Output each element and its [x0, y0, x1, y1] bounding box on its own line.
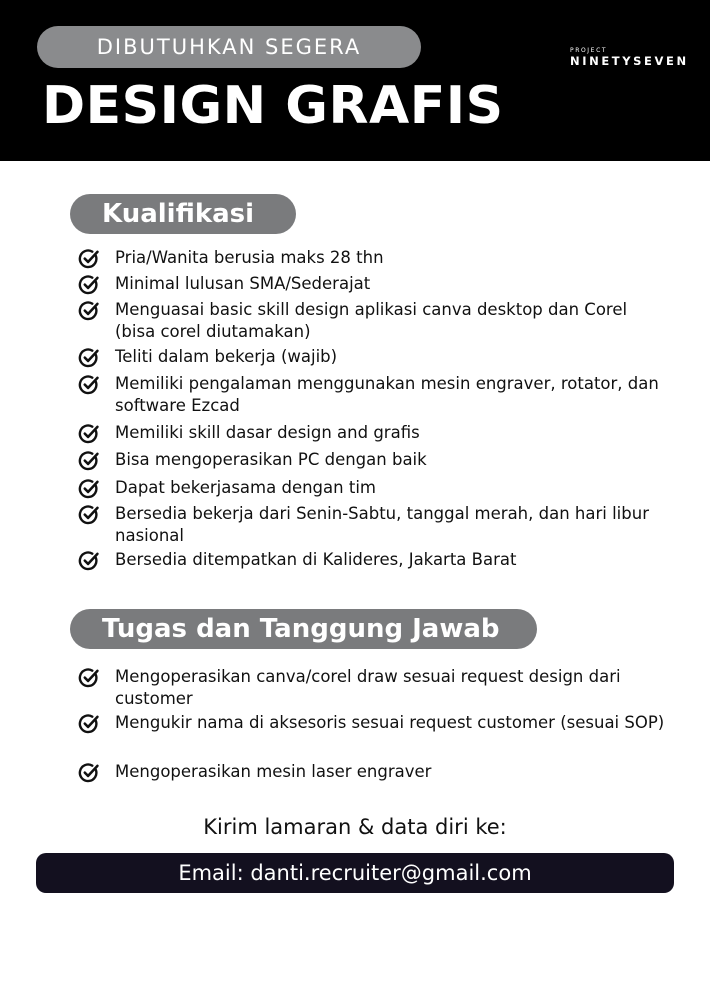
check-circle-icon — [78, 423, 100, 445]
check-circle-icon — [78, 762, 100, 784]
check-circle-icon — [78, 667, 100, 689]
brand-logo — [570, 47, 689, 68]
check-circle-icon — [78, 347, 100, 369]
brand-name: NINETYSEVEN — [570, 54, 689, 68]
check-circle-icon — [78, 274, 100, 296]
qualification-text: Pria/Wanita berusia maks 28 thn — [115, 248, 384, 267]
duty-text: Mengoperasikan mesin laser engraver — [115, 762, 432, 781]
qualification-text: Bersedia bekerja dari Senin-Sabtu, tanggal merah, dan hari libur nasional — [115, 504, 649, 545]
header-banner — [0, 0, 710, 161]
qualification-text: Menguasai basic skill design aplikasi canva desktop dan Corel (bisa corel diutamakan) — [115, 300, 628, 341]
qualification-item — [78, 346, 668, 369]
duty-item — [78, 666, 668, 710]
qualification-text: Memiliki skill dasar design and grafis — [115, 423, 420, 442]
qualification-text: Memiliki pengalaman menggunakan mesin engraver, rotator, dan software Ezcad — [115, 374, 659, 415]
qualification-text: Minimal lulusan SMA/Sederajat — [115, 274, 371, 293]
check-circle-icon — [78, 713, 100, 735]
urgent-badge: DIBUTUHKAN SEGERA — [37, 26, 421, 68]
qualifications-heading: Kualifikasi — [70, 194, 296, 234]
job-title: DESIGN GRAFIS — [42, 76, 504, 136]
qualification-item — [78, 299, 668, 343]
qualification-item — [78, 503, 668, 547]
qualification-text: Bisa mengoperasikan PC dengan baik — [115, 450, 427, 469]
qualification-item — [78, 273, 668, 296]
qualification-item — [78, 449, 668, 472]
duty-item — [78, 761, 668, 784]
duty-text: Mengoperasikan canva/corel draw sesuai request design dari customer — [115, 667, 621, 708]
qualification-text: Bersedia ditempatkan di Kalideres, Jakarta Barat — [115, 550, 517, 569]
qualification-text: Teliti dalam bekerja (wajib) — [115, 347, 338, 366]
check-circle-icon — [78, 248, 100, 270]
duty-text: Mengukir nama di aksesoris sesuai request customer (sesuai SOP) — [115, 713, 665, 732]
duty-item — [78, 712, 668, 735]
check-circle-icon — [78, 450, 100, 472]
check-circle-icon — [78, 374, 100, 396]
qualification-text: Dapat bekerjasama dengan tim — [115, 478, 376, 497]
check-circle-icon — [78, 300, 100, 322]
qualification-item — [78, 373, 668, 417]
qualification-item — [78, 247, 668, 270]
email-contact[interactable]: Email: danti.recruiter@gmail.com — [36, 853, 674, 893]
check-circle-icon — [78, 478, 100, 500]
brand-tagline: PROJECT — [570, 47, 608, 54]
qualification-item — [78, 549, 668, 572]
check-circle-icon — [78, 504, 100, 526]
qualification-item — [78, 477, 668, 500]
duties-heading: Tugas dan Tanggung Jawab — [70, 609, 537, 649]
apply-instruction: Kirim lamaran & data diri ke: — [203, 815, 507, 839]
check-circle-icon — [78, 550, 100, 572]
qualification-item — [78, 422, 668, 445]
